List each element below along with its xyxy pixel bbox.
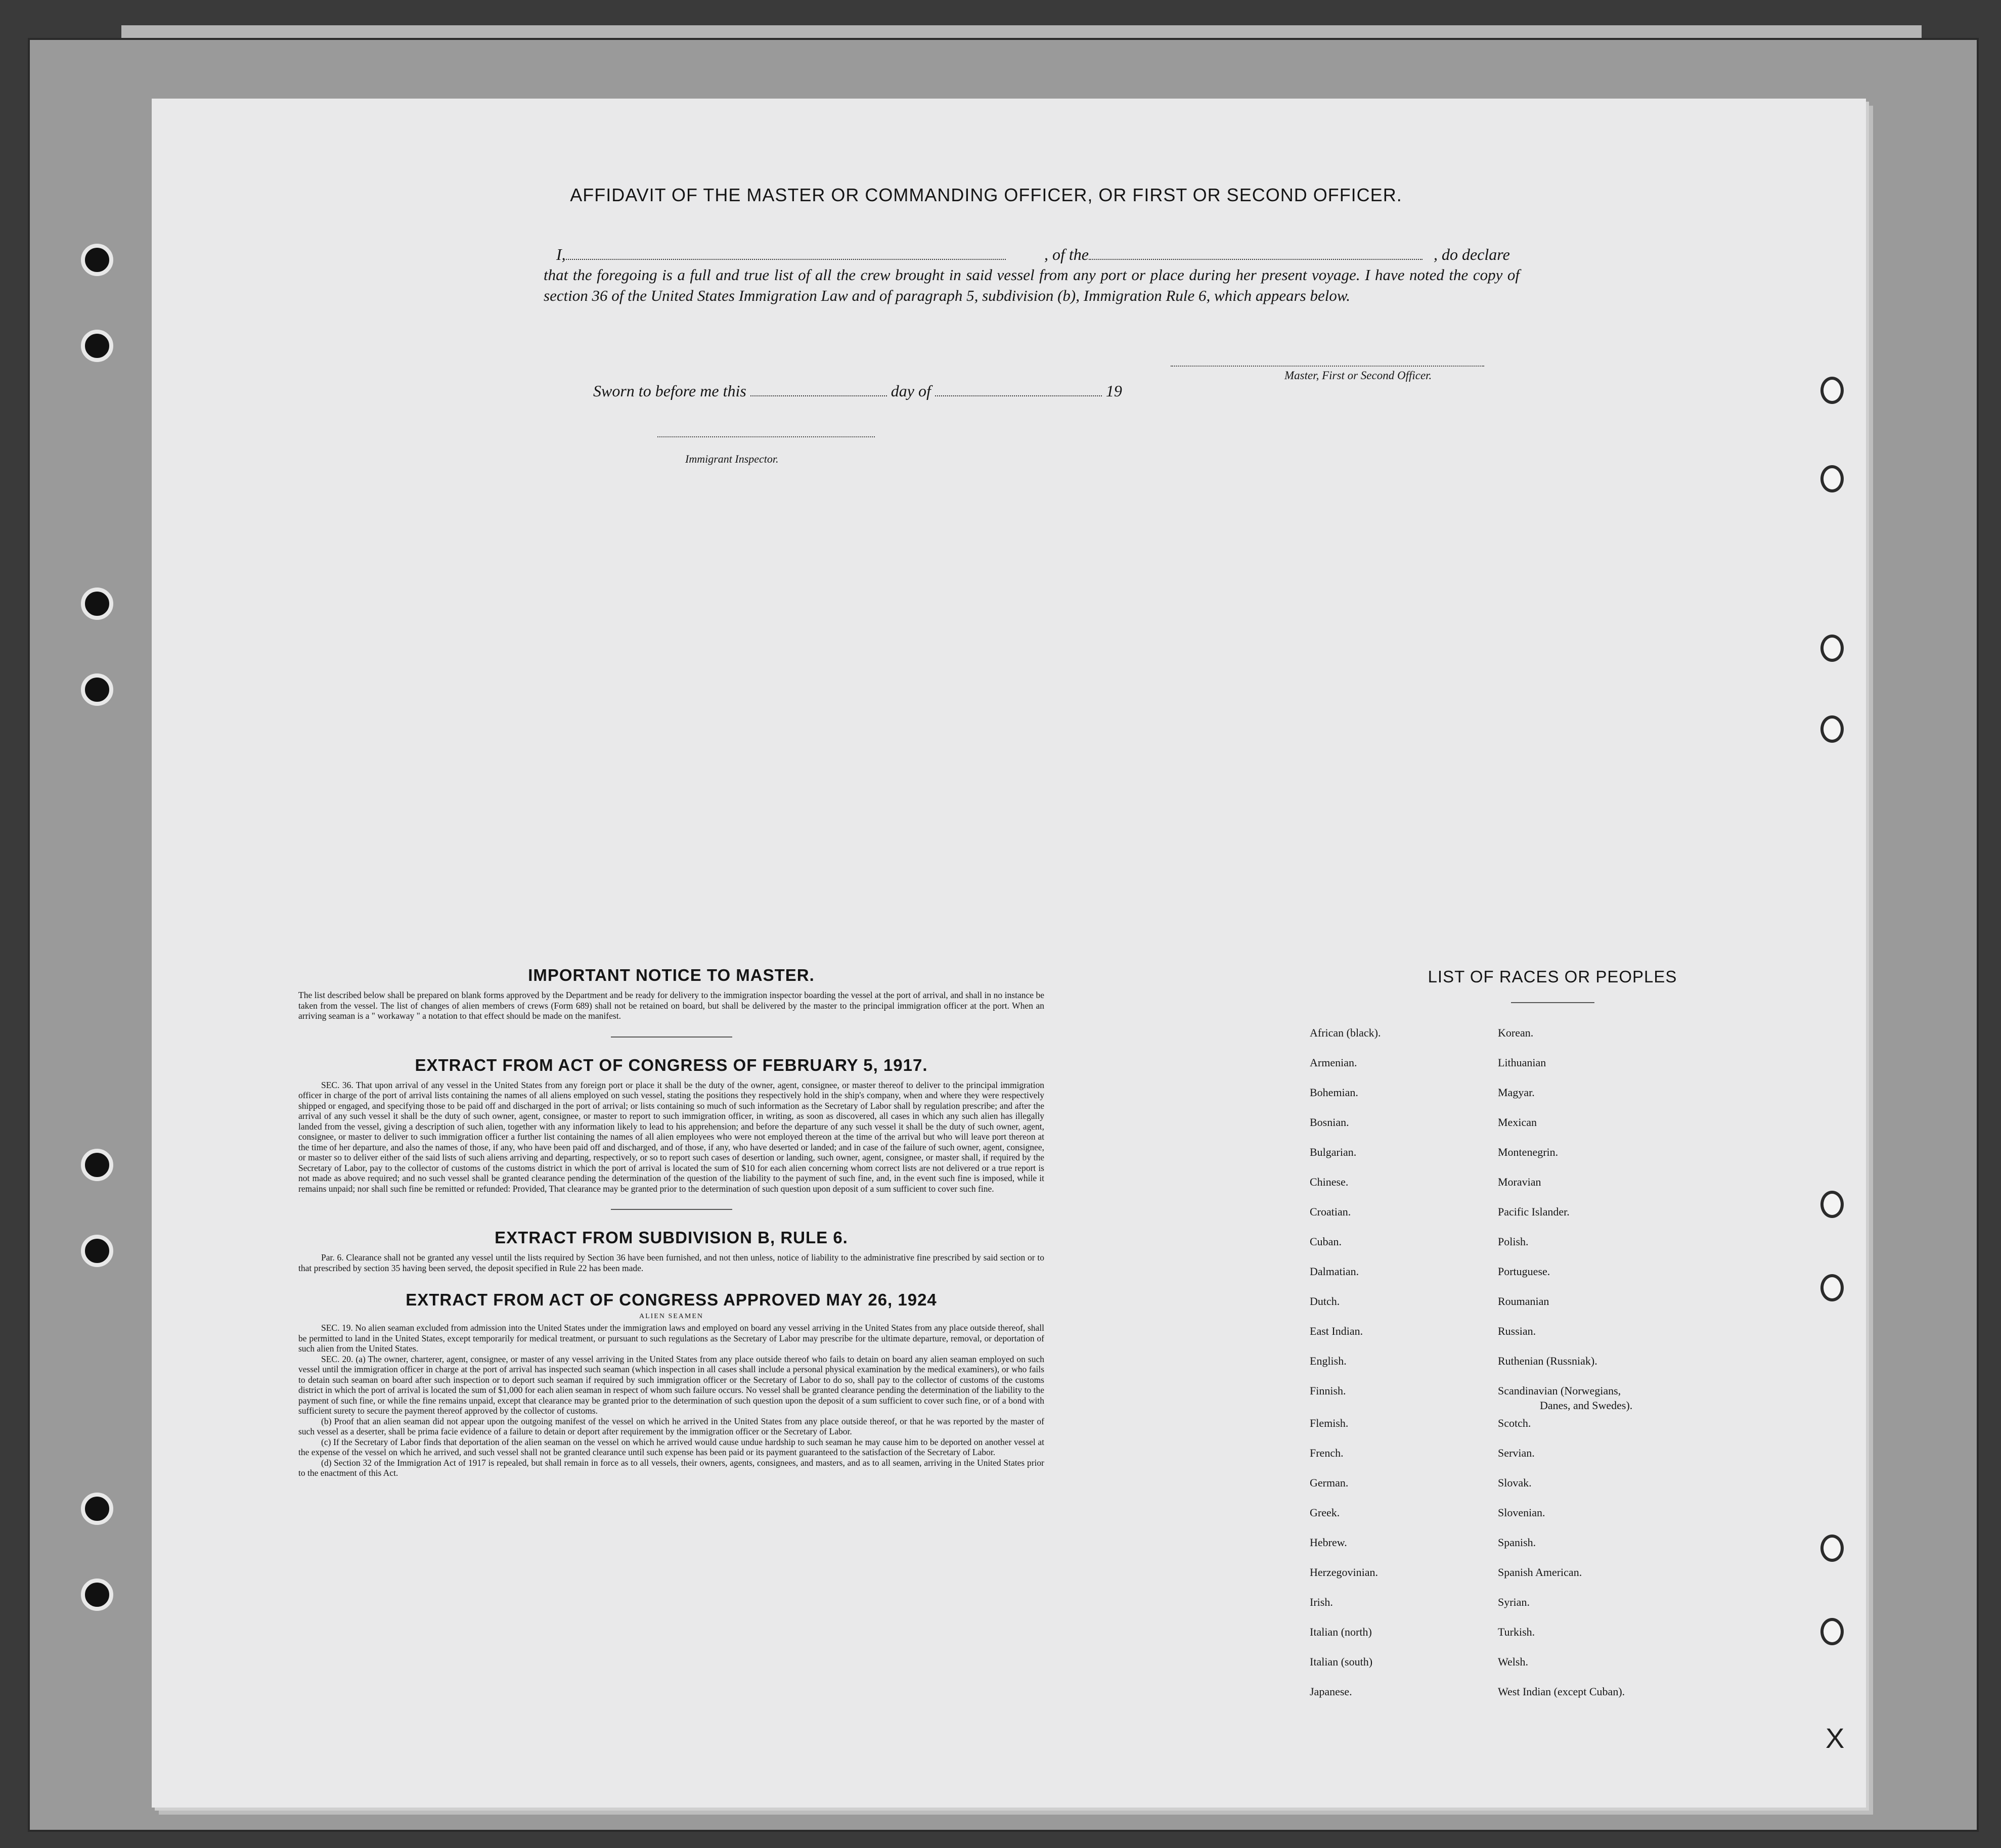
sec-20c-text: (c) If the Secretary of Labor finds that deportation of the alien seaman on the vessel on which he arrived would cause undue hardship to such seaman he may cause him to be deported on another vessel at the expense of the vessel on which he arrived, and such vessel shall not be granted clearance until such expense has been paid or its payment guaranteed to the satisfaction of the Secretary of Labor. <box>298 1436 1044 1457</box>
signature-line <box>1171 366 1484 367</box>
race-item: Bohemian. <box>1310 1086 1358 1099</box>
sec-20d-text: (d) Section 32 of the Immigration Act of 1917 is repealed, but shall remain in force as to all vessels, their owners, agents, consignees, and masters, and as to all seamen, arriving in the United States prior to the enactment of this Act. <box>298 1457 1044 1478</box>
race-item: Syrian. <box>1498 1596 1530 1608</box>
punch-hole <box>1820 635 1844 662</box>
race-item: Spanish American. <box>1498 1566 1582 1579</box>
race-item: West Indian (except Cuban). <box>1498 1685 1625 1698</box>
race-item-continuation: Danes, and Swedes). <box>1540 1399 1633 1412</box>
binder-hole <box>81 330 113 362</box>
race-item: Servian. <box>1498 1447 1535 1459</box>
race-item: Pacific Islander. <box>1498 1205 1570 1218</box>
race-item: English. <box>1310 1355 1347 1367</box>
punch-hole <box>1820 1274 1844 1301</box>
race-item: Magyar. <box>1498 1086 1535 1099</box>
race-item: Slovenian. <box>1498 1506 1545 1519</box>
race-item: African (black). <box>1310 1026 1381 1039</box>
notice-column <box>298 966 1044 1478</box>
affidavit-i-label: I, <box>556 245 566 263</box>
sec-20b-text: (b) Proof that an alien seaman did not appear upon the outgoing manifest of the vessel on which he arrived in the United States from any place outside thereof, or that he was reported by the master of such vessel as a deserter, shall be prima facie evidence of a failure to detain or deport after requirement by the immigration officer or the Secretary of Labor. <box>298 1416 1044 1436</box>
race-item: Russian. <box>1498 1325 1536 1337</box>
race-item: Mexican <box>1498 1116 1537 1129</box>
race-item: Spanish. <box>1498 1536 1536 1549</box>
extract-1924-title: EXTRACT FROM ACT OF CONGRESS APPROVED MAY 26, 1924 <box>406 1290 937 1309</box>
punch-hole <box>1820 1618 1844 1645</box>
divider <box>611 1209 732 1210</box>
sec-19-text: SEC. 19. No alien seaman excluded from admission into the United States under the immigration laws and employed on board any vessel arriving in the United States from any place outside thereof, shall be permitted to land in the United States, except temporarily for medical treatment, or pursuant to such regulations as the Secretary of Labor may prescribe for the ultimate departure, removal, or deportation of such alien from the United States. <box>298 1323 1044 1354</box>
race-item: Dutch. <box>1310 1295 1340 1308</box>
handwritten-x-mark: X <box>1826 1722 1845 1754</box>
notice-text: The list described below shall be prepared on blank forms approved by the Department and be ready for delivery to the immigration inspector boarding the vessel at the port of arrival, and shall in no instance be taken from the vessel. The list of changes of alien members of crews (Form 689) shall not be retained on board, but shall be delivered by the master to the principal immigration officer at the port. When an arriving seaman is a " workaway " a notation to that effect should be made on the manifest. <box>298 990 1044 1021</box>
binder-hole <box>81 673 113 706</box>
race-item: Croatian. <box>1310 1205 1351 1218</box>
sec-20a-text: SEC. 20. (a) The owner, charterer, agent, consignee, or master of any vessel arriving in the United States from any place outside thereof who fails to detain on board any alien seaman employed on such vessel until the immigration officer in charge at the port of arrival has inspected such seaman (which inspection in all cases shall include a personal physical examination by the medical examiners), or who fails to detain such seaman on board after such inspection or to deport such seaman if required by such immigration officer or the Secretary of Labor to do so, shall pay to the collector of customs of the customs district in which the port of arrival is located the sum of $1,000 for each alien seaman in respect of whom such failure occurs. No vessel shall be granted clearance pending the determination of the liability to the payment of such fine, or while the fine remains unpaid, except that clearance may be granted prior to the determination of such question upon the deposit of a sum sufficient to cover such fine, or of a bond with sufficient surety to secure the payment thereof approved by the collector of customs. <box>298 1354 1044 1416</box>
race-item: Italian (south) <box>1310 1655 1373 1668</box>
race-item: Italian (north) <box>1310 1626 1372 1638</box>
do-declare: , do declare <box>1434 245 1510 263</box>
divider <box>611 1036 732 1038</box>
inspector-label: Immigrant Inspector. <box>685 453 779 465</box>
notice-title: IMPORTANT NOTICE TO MASTER. <box>528 966 815 984</box>
of-the-label: , of the <box>1044 245 1089 263</box>
race-item: Chinese. <box>1310 1176 1349 1188</box>
race-item: German. <box>1310 1476 1349 1489</box>
sworn-line <box>593 382 1122 400</box>
race-item: Japanese. <box>1310 1685 1352 1698</box>
race-item: Cuban. <box>1310 1235 1342 1248</box>
race-item: Bosnian. <box>1310 1116 1349 1129</box>
race-item: Roumanian <box>1498 1295 1549 1308</box>
day-of-label: day of <box>891 382 931 400</box>
inspector-signature-line <box>657 436 875 437</box>
extract-1917-title: EXTRACT FROM ACT OF CONGRESS OF FEBRUARY 5, 1917. <box>415 1055 928 1074</box>
race-item: Scotch. <box>1498 1417 1531 1429</box>
divider <box>1511 1002 1594 1003</box>
name-blank <box>566 259 1006 260</box>
race-item: Turkish. <box>1498 1626 1535 1638</box>
binder-hole <box>81 1235 113 1267</box>
race-item: Portuguese. <box>1498 1265 1550 1278</box>
binder-hole <box>81 1493 113 1525</box>
sworn-label: Sworn to before me this <box>593 382 746 400</box>
binder-hole <box>81 1149 113 1181</box>
extract-rule6-text: Par. 6. Clearance shall not be granted any vessel until the lists required by Section 36 have been furnished, and not then unless, notice of liability to the administrative fine prescribed by said section or to that prescribed by section 35 having been served, the deposit specified in Rule 22 has been made. <box>298 1252 1044 1273</box>
race-item: Bulgarian. <box>1310 1146 1357 1158</box>
race-item: Flemish. <box>1310 1417 1349 1429</box>
day-blank <box>750 395 887 396</box>
binder-hole <box>81 588 113 620</box>
race-item: Slovak. <box>1498 1476 1532 1489</box>
race-item: French. <box>1310 1447 1344 1459</box>
race-item: East Indian. <box>1310 1325 1363 1337</box>
extract-1917-text: SEC. 36. That upon arrival of any vessel in the United States from any foreign port or place it shall be the duty of the owner, agent, consignee, or master thereof to deliver to the principal immigration officer in charge of the port of arrival lists containing the names of all aliens employed on such vessel, stating the positions they respectively hold in the ship's company, when and where they were respectively shipped or engaged, and specifying those to be paid off and discharged in the port of arrival; or lists containing so much of such information as the Secretary of Labor shall by regulation prescribe; and after the arrival of any such vessel it shall be the duty of such owner, agent, consignee, or master to report to such immigration officer, in writing, as soon as discovered, all cases in which any such alien has illegally landed from the vessel, giving a description of such alien, together with any information likely to lead to his apprehension; and before the departure of any such vessel it shall be the duty of such owner, agent, consignee, or master to deliver to such immigration officer a further list containing the names of all alien employees who were not employed thereon at the time of the arrival but who will leave port thereon at the time of her departure, and also the names of those, if any, who have been paid off and discharged, and of those, if any, who have deserted or landed; and in case of the failure of such owner, agent, consignee, or master so to deliver either of the said lists of such aliens arriving and departing, respectively, or so to report such cases of desertion or landing, such owner, agent, consignee, or master shall, if required by the Secretary of Labor, pay to the collector of customs of the customs district in which the port of arrival is located the sum of $10 for each alien concerning whom correct lists are not delivered or a true report is not made as above required; and no such vessel shall be granted clearance pending the determination of the question of the liability to the payment of such fine, and, in the event such fine is imposed, while it remains unpaid; nor shall such fine be remitted or refunded: Provided, That clearance may be granted prior to the determination of such question upon deposit of a sum sufficient to cover such fine. <box>298 1079 1044 1194</box>
manifest-page <box>152 99 1866 1808</box>
race-item: Korean. <box>1498 1026 1534 1039</box>
race-item: Welsh. <box>1498 1655 1528 1668</box>
race-item: Greek. <box>1310 1506 1340 1519</box>
extract-rule6-title: EXTRACT FROM SUBDIVISION B, RULE 6. <box>495 1228 848 1247</box>
punch-hole <box>1820 1535 1844 1562</box>
affidavit-paragraph: that the foregoing is a full and true list of all the crew brought in said vessel from any port or place during her present voyage. I have noted the copy of section 36 of the United States Immigration Law and of paragraph 5, subdivision (b), Immigration Rule 6, which appears below. <box>544 266 1520 304</box>
punch-hole <box>1820 1191 1844 1218</box>
race-item: Moravian <box>1498 1176 1541 1188</box>
race-item: Ruthenian (Russniak). <box>1498 1355 1597 1367</box>
affidavit-heading: AFFIDAVIT OF THE MASTER OR COMMANDING OFFICER, OR FIRST OR SECOND OFFICER. <box>570 185 1402 205</box>
signature-label: Master, First or Second Officer. <box>1284 369 1432 382</box>
extract-1924-subtitle: ALIEN SEAMEN <box>639 1313 704 1320</box>
race-item: Irish. <box>1310 1596 1333 1608</box>
race-item: Scandinavian (Norwegians, <box>1498 1384 1621 1397</box>
race-item: Montenegrin. <box>1498 1146 1559 1158</box>
affidavit-of-the <box>1044 245 1422 264</box>
punch-hole <box>1820 377 1844 404</box>
race-item: Polish. <box>1498 1235 1529 1248</box>
race-item: Lithuanian <box>1498 1056 1546 1069</box>
race-item: Dalmatian. <box>1310 1265 1359 1278</box>
punch-hole <box>1820 715 1844 743</box>
affidavit-i <box>556 245 1006 264</box>
month-blank <box>935 395 1102 396</box>
race-item: Hebrew. <box>1310 1536 1347 1549</box>
binder-hole <box>81 244 113 276</box>
race-item: Armenian. <box>1310 1056 1357 1069</box>
binder-hole <box>81 1579 113 1611</box>
races-title: LIST OF RACES OR PEOPLES <box>1428 967 1677 986</box>
punch-hole <box>1820 465 1844 492</box>
vessel-blank <box>1089 259 1422 260</box>
race-item: Herzegovinian. <box>1310 1566 1378 1579</box>
year-label: 19 <box>1105 382 1122 400</box>
race-item: Finnish. <box>1310 1384 1346 1397</box>
